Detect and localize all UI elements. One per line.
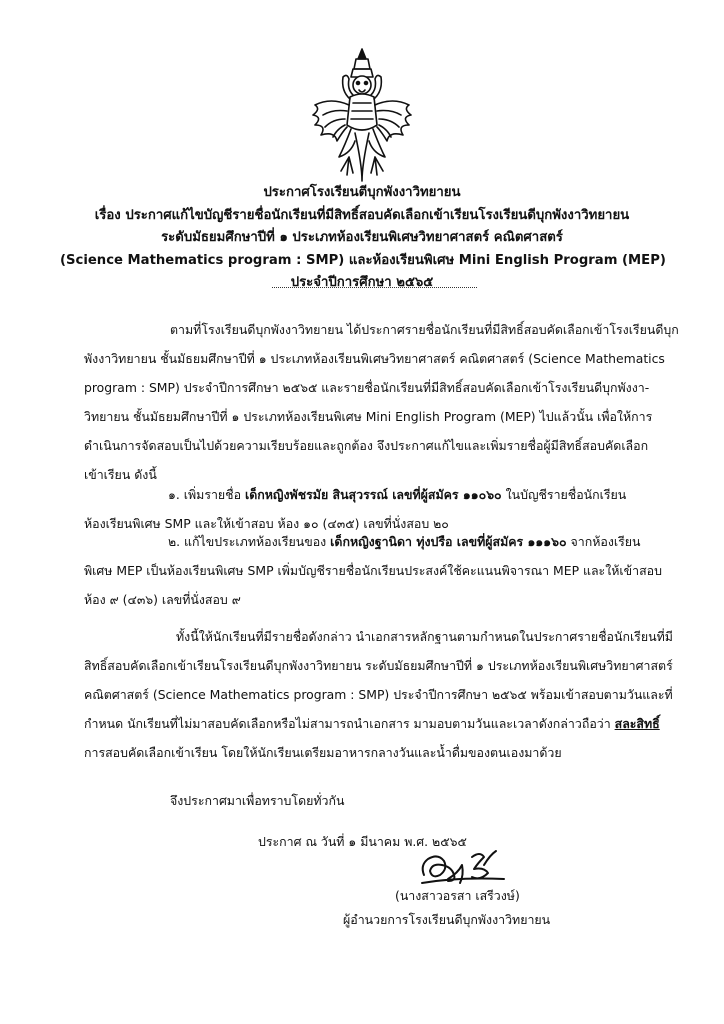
announcement-subject: เรื่อง ประกาศแก้ไขบัญชีรายชื่อนักเรียนที่มีสิทธิ์สอบคัดเลือกเข้าเรียนโรงเรียนดีบุกพังงาวิทยายน (94, 207, 630, 223)
garuda-emblem-icon (307, 45, 417, 185)
instructions-line (84, 709, 668, 738)
announcement-header (60, 182, 664, 295)
instructions-line: คณิตศาสตร์ (Science Mathematics program : SMP) ประจำปีการศึกษา ๒๕๖๕ พร้อมเข้าสอบตามวันและที่ (84, 687, 673, 702)
instructions-paragraph (84, 622, 673, 767)
item-1-line: ห้องเรียนพิเศษ SMP และให้เข้าสอบ ห้อง ๑๐ (๔๓๕) เลขที่นั่งสอบ ๒๐ (84, 516, 449, 531)
instructions-line: การสอบคัดเลือกเข้าเรียน โดยให้นักเรียนเตรียมอาหารกลางวันและน้ำดื่มของตนเองมาด้วย (84, 745, 562, 760)
announcement-year: ประจำปีการศึกษา ๒๕๖๕ (290, 275, 434, 291)
item-1-suffix: ในบัญชีรายชื่อนักเรียน (501, 487, 627, 502)
item-2-line: พิเศษ MEP เป็นห้องเรียนพิเศษ SMP เพิ่มบัญชีรายชื่อนักเรียนประสงค์ใช้คะแนนพิจารณา MEP และให้เข้าสอบ (84, 563, 662, 578)
item-2 (84, 527, 668, 614)
instructions-line: สิทธิ์สอบคัดเลือกเข้าเรียนโรงเรียนดีบุกพังงาวิทยายน ระดับมัธยมศึกษาปีที่ ๑ ประเภทห้องเรียนพิเศษวิทยาศาสตร์ (84, 658, 673, 673)
announcement-date: ประกาศ ณ วันที่ ๑ มีนาคม พ.ศ. ๒๕๖๕ (258, 834, 467, 849)
item-1-line (84, 480, 668, 509)
school-announcement-title: ประกาศโรงเรียนตีบุกพังงาวิทยายน (263, 185, 461, 200)
intro-line: ดำเนินการจัดสอบเป็นไปด้วยความเรียบร้อยและถูกต้อง จึงประกาศแก้ไขและเพิ่มรายชื่อผู้มีสิทธิ์สอบคัดเลือก (84, 438, 649, 453)
closing-statement: จึงประกาศมาเพื่อทราบโดยทั่วกัน (170, 793, 345, 808)
item-1-student: เด็กหญิงพัชรมัย สินสุวรรณ์ เลขที่ผู้สมัคร ๑๑๐๖๐ (244, 487, 502, 502)
instructions-text: กำหนด นักเรียนที่ไม่มาสอบคัดเลือกหรือไม่สามารถนำเอกสาร มามอบตามวันและเวลาดังกล่าวถือว่า (84, 716, 615, 731)
signatory-name: (นางสาวอรสา เสรีวงษ์) (395, 888, 520, 903)
intro-line: พังงาวิทยายน ชั้นมัธยมศึกษาปีที่ ๑ ประเภทห้องเรียนพิเศษวิทยาศาสตร์ คณิตศาสตร์ (Science Mathematics (84, 351, 665, 366)
item-2-student: เด็กหญิงฐานิดา ทุ่งปรือ เลขที่ผู้สมัคร ๑๑๑๖๐ (330, 534, 567, 549)
item-1-prefix: ๑. เพิ่มรายชื่อ (168, 487, 245, 502)
instructions-line: ทั้งนี้ให้นักเรียนที่มีรายชื่อดังกล่าว นำเอกสารหลักฐานตามกำหนดในประกาศรายชื่อนักเรียนที่มี (176, 629, 673, 644)
intro-line: เข้าเรียน ดังนี้ (84, 467, 157, 482)
item-2-suffix: จากห้องเรียน (566, 534, 641, 549)
forfeit-emphasis: สละสิทธิ์ (614, 716, 660, 731)
announcement-programs: (Science Mathematics program : SMP) และห้องเรียนพิเศษ Mini English Program (MEP) (60, 252, 666, 268)
intro-line: program : SMP) ประจำปีการศึกษา ๒๕๖๕ และรายชื่อนักเรียนที่มีสิทธิ์สอบคัดเลือกเข้าโรงเรียนดีบุกพังงา- (84, 380, 650, 395)
item-2-line: ห้อง ๙ (๔๓๖) เลขที่นั่งสอบ ๙ (84, 592, 241, 607)
item-2-prefix: ๒. แก้ไขประเภทห้องเรียนของ (168, 534, 331, 549)
signatory-position: ผู้อำนวยการโรงเรียนดีบุกพังงาวิทยายน (343, 912, 551, 927)
intro-line: วิทยายน ชั้นมัธยมศึกษาปีที่ ๑ ประเภทห้องเรียนพิเศษ Mini English Program (MEP) ไปแล้วนั้น เพื่อให้การ (84, 409, 653, 424)
intro-paragraph (84, 315, 679, 489)
intro-line: ตามที่โรงเรียนดีบุกพังงาวิทยายน ได้ประกาศรายชื่อนักเรียนที่มีสิทธิ์สอบคัดเลือกเข้าโรงเรียนดีบุก (170, 322, 679, 337)
announcement-level: ระดับมัธยมศึกษาปีที่ ๑ ประเภทห้องเรียนพิเศษวิทยาศาสตร์ คณิตศาสตร์ (161, 230, 563, 246)
dotted-divider (272, 287, 477, 288)
handwritten-signature (418, 845, 510, 887)
item-2-line (84, 527, 668, 556)
